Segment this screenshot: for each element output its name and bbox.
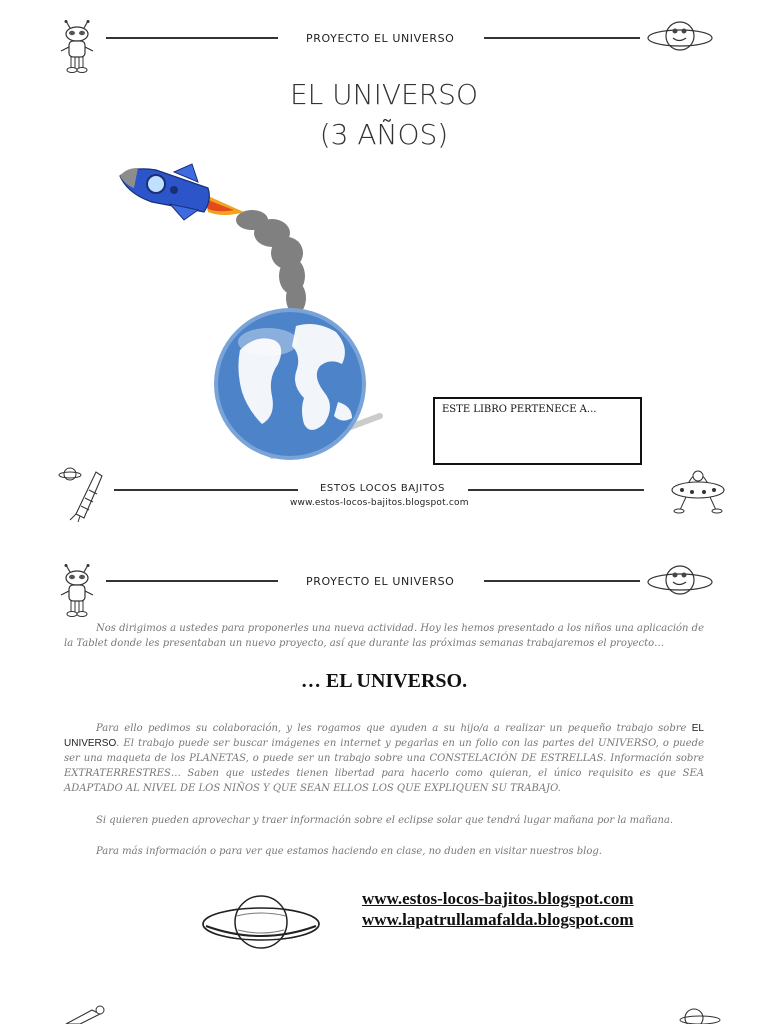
ownership-label: ESTE LIBRO PERTENECE A... [442, 404, 597, 415]
page-title: EL UNIVERSO [289, 78, 478, 111]
request-text-rest: . El trabajo puede ser buscar imágenes en internet y pegarlas en un folio con las partes del UNIVERSO, o puede ser una maqueta de los PLANETAS, o puede ser un trabajo sobre una CONSTELACIÓN DE ESTRELLAS. Información sobre EXTRATERRESTRES… Saben que ustedes tienen libertad para hacerlo como quieran, el único requisito es que SEA ADAPTADO AL NIVEL DE LOS NIÑOS Y QUE SEAN ELLOS LOS QUE EXPLIQUEN SU TRABAJO. [64, 738, 704, 794]
header-title: PROYECTO EL UNIVERSO [306, 575, 455, 588]
rocket-sketch-icon [56, 462, 108, 522]
eclipse-paragraph: Si quieren pueden aprovechar y traer información sobre el eclipse solar que tendrá lugar mañana por la mañana. [96, 815, 674, 826]
rocket-sketch-icon [56, 1004, 108, 1024]
footer-rule-left [114, 489, 298, 491]
blog-link-2[interactable]: www.lapatrullamafalda.blogspot.com [362, 910, 634, 929]
alien-icon [56, 564, 98, 618]
page-subtitle: (3 AÑOS) [319, 118, 449, 151]
blog-link-1[interactable]: www.estos-locos-bajitos.blogspot.com [362, 889, 634, 908]
ownership-box[interactable] [433, 397, 642, 465]
header-title: PROYECTO EL UNIVERSO [306, 32, 455, 45]
ufo-saturn-icon [678, 1004, 722, 1024]
footer-rule-right [468, 489, 644, 491]
blog-paragraph: Para más información o para ver que estamos haciendo en clase, no duden en visitar nuestros blog. [96, 846, 602, 857]
intro-paragraph: Nos dirigimos a ustedes para proponerles una nueva actividad. Hoy les hemos presentado a los niños una aplicación de la Tablet donde les presentaban un nuevo proyecto, así que durante las próximas semanas trabajaremos el proyecto… [64, 623, 704, 649]
rocket-icon [112, 158, 312, 318]
alien-icon [56, 20, 98, 74]
header-rule-right [484, 580, 640, 582]
ufo-alien-icon [668, 462, 728, 518]
request-text: Para ello pedimos su colaboración, y les rogamos que ayuden a su hijo/a a realizar un pequeño trabajo sobre [96, 723, 692, 734]
footer-url[interactable]: www.estos-locos-bajitos.blogspot.com [290, 498, 469, 508]
earth-globe-icon [212, 306, 384, 466]
request-emphasis: EL UNIVERSO [64, 723, 704, 749]
header-rule-left [106, 37, 278, 39]
ufo-saturn-icon [646, 560, 714, 600]
section-heading: … EL UNIVERSO. [300, 670, 468, 692]
header-rule-right [484, 37, 640, 39]
ufo-saturn-icon [646, 16, 714, 56]
header-rule-left [106, 580, 278, 582]
request-paragraph [64, 721, 704, 796]
saturn-planet-icon [200, 890, 322, 954]
footer-brand: ESTOS LOCOS BAJITOS [320, 483, 445, 494]
